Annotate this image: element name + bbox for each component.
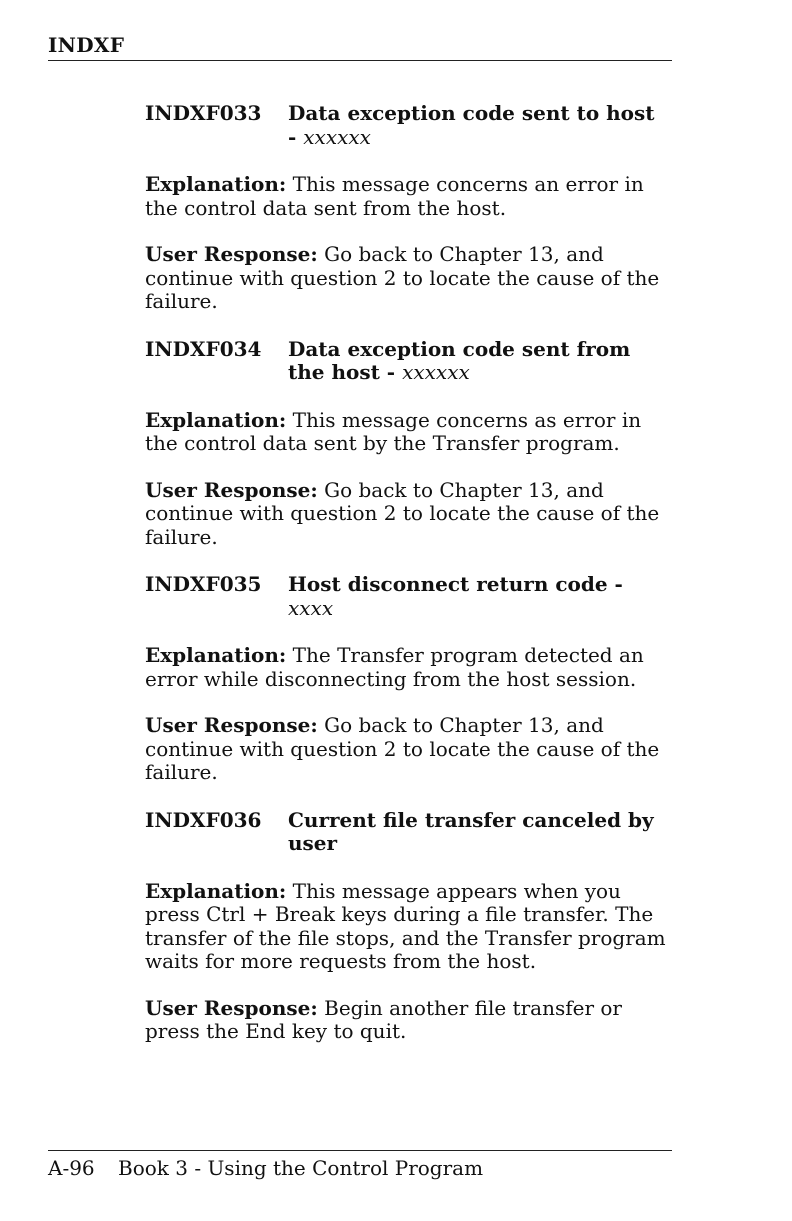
user-response-label: User Response: xyxy=(145,995,318,1020)
explanation-paragraph xyxy=(145,880,675,974)
explanation-paragraph xyxy=(145,173,675,220)
page-number: A-96 xyxy=(48,1156,95,1180)
message-title-line1: Data exception code sent from xyxy=(288,336,631,361)
message-title-prefix: the host - xyxy=(288,360,403,384)
message-list xyxy=(145,102,675,1068)
user-response-paragraph xyxy=(145,714,675,785)
message-entry xyxy=(145,809,675,1044)
user-response-text: Begin another file transfer or press the End key to quit. xyxy=(145,995,622,1043)
footer-rule xyxy=(48,1150,672,1151)
user-response-text: Go back to Chapter 13, and continue with question 2 to locate the cause of the failure. xyxy=(145,713,660,784)
message-entry xyxy=(145,338,675,550)
message-code: INDXF034 xyxy=(145,336,262,361)
footer-text xyxy=(48,1155,672,1181)
message-code: INDXF035 xyxy=(145,572,262,596)
message-heading xyxy=(145,809,675,856)
message-title-line1: Data exception code sent to host xyxy=(288,101,655,125)
explanation-text: This message concerns as error in the control data sent by the Transfer program. xyxy=(145,407,642,455)
message-title-variable: xxxxxx xyxy=(402,360,470,384)
user-response-text: Go back to Chapter 13, and continue with question 2 to locate the cause of the failure. xyxy=(145,242,660,313)
footer-book-title: Book 3 - Using the Control Program xyxy=(118,1156,484,1180)
user-response-text: Go back to Chapter 13, and continue with question 2 to locate the cause of the failure. xyxy=(145,477,660,549)
page-footer xyxy=(48,1150,672,1181)
message-title-line1: Host disconnect return code - xyxy=(288,572,623,596)
message-heading xyxy=(145,573,675,620)
explanation-text: The Transfer program detected an error while disconnecting from the host session. xyxy=(145,643,644,691)
message-title-line2 xyxy=(288,126,675,150)
message-title xyxy=(288,809,675,856)
page-header xyxy=(48,32,672,61)
message-code: INDXF033 xyxy=(145,101,262,125)
message-title-line2 xyxy=(288,597,675,621)
message-title-line2 xyxy=(288,832,675,856)
explanation-label: Explanation: xyxy=(145,172,287,196)
message-title-prefix: user xyxy=(288,831,338,855)
explanation-text: This message concerns an error in the control data sent from the host. xyxy=(145,172,644,220)
message-entry xyxy=(145,573,675,785)
user-response-paragraph xyxy=(145,243,675,314)
user-response-label: User Response: xyxy=(145,242,318,266)
user-response-label: User Response: xyxy=(145,713,318,737)
user-response-paragraph xyxy=(145,479,675,550)
message-title-line1: Current file transfer canceled by xyxy=(288,807,654,832)
explanation-label: Explanation: xyxy=(145,643,287,667)
message-title-line2 xyxy=(288,361,675,385)
explanation-label: Explanation: xyxy=(145,407,287,432)
header-title: INDXF xyxy=(48,33,125,57)
explanation-paragraph xyxy=(145,409,675,456)
explanation-label: Explanation: xyxy=(145,878,287,903)
header-rule xyxy=(48,60,672,61)
message-entry xyxy=(145,102,675,314)
message-heading xyxy=(145,338,675,385)
message-heading xyxy=(145,102,675,149)
message-title-variable: xxxx xyxy=(288,595,334,620)
user-response-paragraph xyxy=(145,997,675,1044)
explanation-paragraph xyxy=(145,644,675,691)
message-title-variable: xxxxxx xyxy=(303,124,371,149)
message-title-prefix: - xyxy=(288,124,304,149)
user-response-label: User Response: xyxy=(145,477,318,502)
explanation-text: This message appears when you press Ctrl + Break keys during a file transfer. The transfer of the file stops, and the Transfer program waits for more requests from the host. xyxy=(145,878,666,973)
message-title xyxy=(288,573,675,620)
message-code: INDXF036 xyxy=(145,807,262,832)
message-title xyxy=(288,102,675,149)
message-title xyxy=(288,338,675,385)
